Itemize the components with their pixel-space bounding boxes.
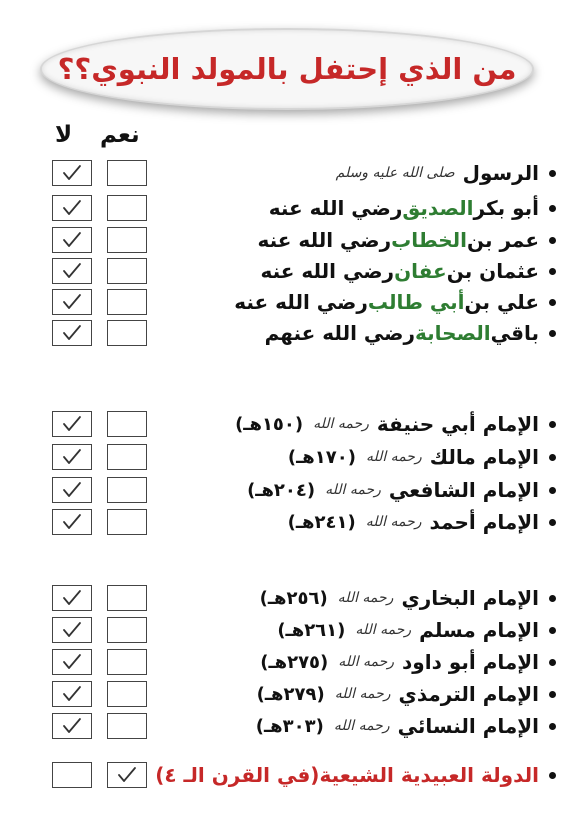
check-icon [62, 415, 82, 433]
item-text: الصديق [402, 196, 474, 220]
check-icon [62, 231, 82, 249]
list-item [176, 193, 556, 223]
list-item [176, 318, 556, 348]
bullet-icon [549, 237, 556, 244]
checkbox-yes[interactable] [107, 411, 147, 437]
check-icon [117, 766, 137, 784]
item-text: (٢٤١هـ) [287, 511, 356, 533]
item-text: الإمام الترمذي [398, 682, 539, 706]
checkbox-yes[interactable] [107, 227, 147, 253]
item-text: (٢٧٩هـ) [256, 683, 325, 705]
checkbox-yes[interactable] [107, 195, 147, 221]
checkbox-yes[interactable] [107, 289, 147, 315]
item-text: الخطاب [391, 228, 468, 252]
bullet-icon [549, 519, 556, 526]
bullet-icon [549, 330, 556, 337]
checkbox-no[interactable] [52, 681, 92, 707]
list-item [176, 409, 556, 439]
checkbox-yes[interactable] [107, 160, 147, 186]
item-text: رضي الله عنه [257, 228, 392, 252]
bullet-icon [549, 170, 556, 177]
check-icon [62, 164, 82, 182]
item-text: الإمام أحمد [429, 510, 539, 534]
item-text: عفان [394, 259, 447, 283]
bullet-icon [549, 299, 556, 306]
item-text: (٢٧٥هـ) [260, 651, 329, 673]
checkbox-no[interactable] [52, 713, 92, 739]
checkbox-no[interactable] [52, 289, 92, 315]
checkbox-no[interactable] [52, 320, 92, 346]
list-item [176, 507, 556, 537]
item-text: رحمه الله [337, 590, 394, 606]
bullet-icon [549, 487, 556, 494]
bullet-icon [549, 659, 556, 666]
checkbox-no[interactable] [52, 160, 92, 186]
item-text: (٢٦١هـ) [277, 619, 346, 641]
item-text: الدولة العبيدية الشيعية [319, 763, 539, 787]
item-text: (٢٥٦هـ) [259, 587, 328, 609]
item-text: أبو بكر [473, 196, 539, 220]
list-item [176, 225, 556, 255]
checkbox-yes[interactable] [107, 713, 147, 739]
item-text: الإمام الشافعي [388, 478, 539, 502]
check-icon [62, 448, 82, 466]
checkbox-no[interactable] [52, 411, 92, 437]
bullet-icon [549, 691, 556, 698]
item-text: علي بن [464, 290, 539, 314]
checkbox-yes[interactable] [107, 762, 147, 788]
bullet-icon [549, 772, 556, 779]
item-text: رحمه الله [355, 622, 412, 638]
list-item [176, 583, 556, 613]
checkbox-no[interactable] [52, 585, 92, 611]
checkbox-no[interactable] [52, 444, 92, 470]
list-item [176, 679, 556, 709]
item-text: رحمه الله [365, 514, 422, 530]
check-icon [62, 589, 82, 607]
check-icon [62, 717, 82, 735]
item-text: الإمام البخاري [401, 586, 539, 610]
bullet-icon [549, 723, 556, 730]
bullet-icon [549, 205, 556, 212]
check-icon [62, 481, 82, 499]
checkbox-no[interactable] [52, 649, 92, 675]
item-text: رحمه الله [313, 416, 369, 432]
check-icon [62, 324, 82, 342]
check-icon [62, 513, 82, 531]
column-header-yes: نعم [100, 122, 140, 148]
item-text: صلى الله عليه وسلم [335, 165, 455, 181]
item-text: رضي الله عنهم [264, 321, 415, 345]
checkbox-yes[interactable] [107, 509, 147, 535]
list-item [176, 442, 556, 472]
checkbox-yes[interactable] [107, 258, 147, 284]
check-icon [62, 621, 82, 639]
item-text: رضي الله عنه [260, 259, 395, 283]
bullet-icon [549, 627, 556, 634]
item-text: الإمام أبي حنيفة [376, 412, 539, 436]
checkbox-no[interactable] [52, 227, 92, 253]
item-text: رحمه الله [334, 686, 391, 702]
list-item [176, 256, 556, 286]
checkbox-yes[interactable] [107, 649, 147, 675]
item-text: الصحابة [415, 321, 491, 345]
checkbox-yes[interactable] [107, 681, 147, 707]
checkbox-no[interactable] [52, 195, 92, 221]
checkbox-yes[interactable] [107, 477, 147, 503]
check-icon [62, 199, 82, 217]
item-text: رحمه الله [365, 449, 422, 465]
column-header-no: لا [55, 122, 73, 148]
bullet-icon [549, 595, 556, 602]
list-item [176, 475, 556, 505]
item-text: عثمان بن [446, 259, 539, 283]
item-text: رضي الله عنه [268, 196, 403, 220]
list-item [176, 711, 556, 741]
list-item [176, 287, 556, 317]
page-title: من الذي إحتفل بالمولد النبوي؟؟ [57, 52, 517, 86]
checkbox-no[interactable] [52, 617, 92, 643]
checkbox-no[interactable] [52, 477, 92, 503]
item-text: باقي [490, 321, 539, 345]
item-text: الإمام النسائي [397, 714, 539, 738]
item-text: الإمام مسلم [419, 618, 539, 642]
check-icon [62, 653, 82, 671]
item-text: رحمه الله [333, 718, 390, 734]
list-item [176, 158, 556, 188]
checkbox-no[interactable] [52, 762, 92, 788]
title-banner [40, 28, 534, 110]
item-text: الإمام مالك [429, 445, 539, 469]
item-text: رضي الله عنه [234, 290, 368, 314]
checkbox-yes[interactable] [107, 585, 147, 611]
item-text: عمر بن [467, 228, 539, 252]
checkbox-no[interactable] [52, 509, 92, 535]
item-text: (٢٠٤هـ) [247, 479, 316, 501]
check-icon [62, 685, 82, 703]
item-text: (١٧٠هـ) [287, 446, 356, 468]
item-text: (٣٠٣هـ) [255, 715, 324, 737]
bullet-icon [549, 421, 556, 428]
checkbox-yes[interactable] [107, 444, 147, 470]
item-text: رحمه الله [325, 482, 381, 498]
list-item [155, 760, 556, 790]
check-icon [62, 262, 82, 280]
item-text: رحمه الله [338, 654, 395, 670]
check-icon [62, 293, 82, 311]
bullet-icon [549, 454, 556, 461]
list-item [176, 615, 556, 645]
item-text: الرسول [462, 161, 539, 185]
item-text: (في القرن الـ ٤) [155, 763, 320, 787]
checkbox-no[interactable] [52, 258, 92, 284]
checkbox-yes[interactable] [107, 617, 147, 643]
checkbox-yes[interactable] [107, 320, 147, 346]
item-text: (١٥٠هـ) [235, 413, 304, 435]
list-item [176, 647, 556, 677]
item-text: الإمام أبو داود [402, 650, 539, 674]
bullet-icon [549, 268, 556, 275]
item-text: أبي طالب [367, 290, 465, 314]
